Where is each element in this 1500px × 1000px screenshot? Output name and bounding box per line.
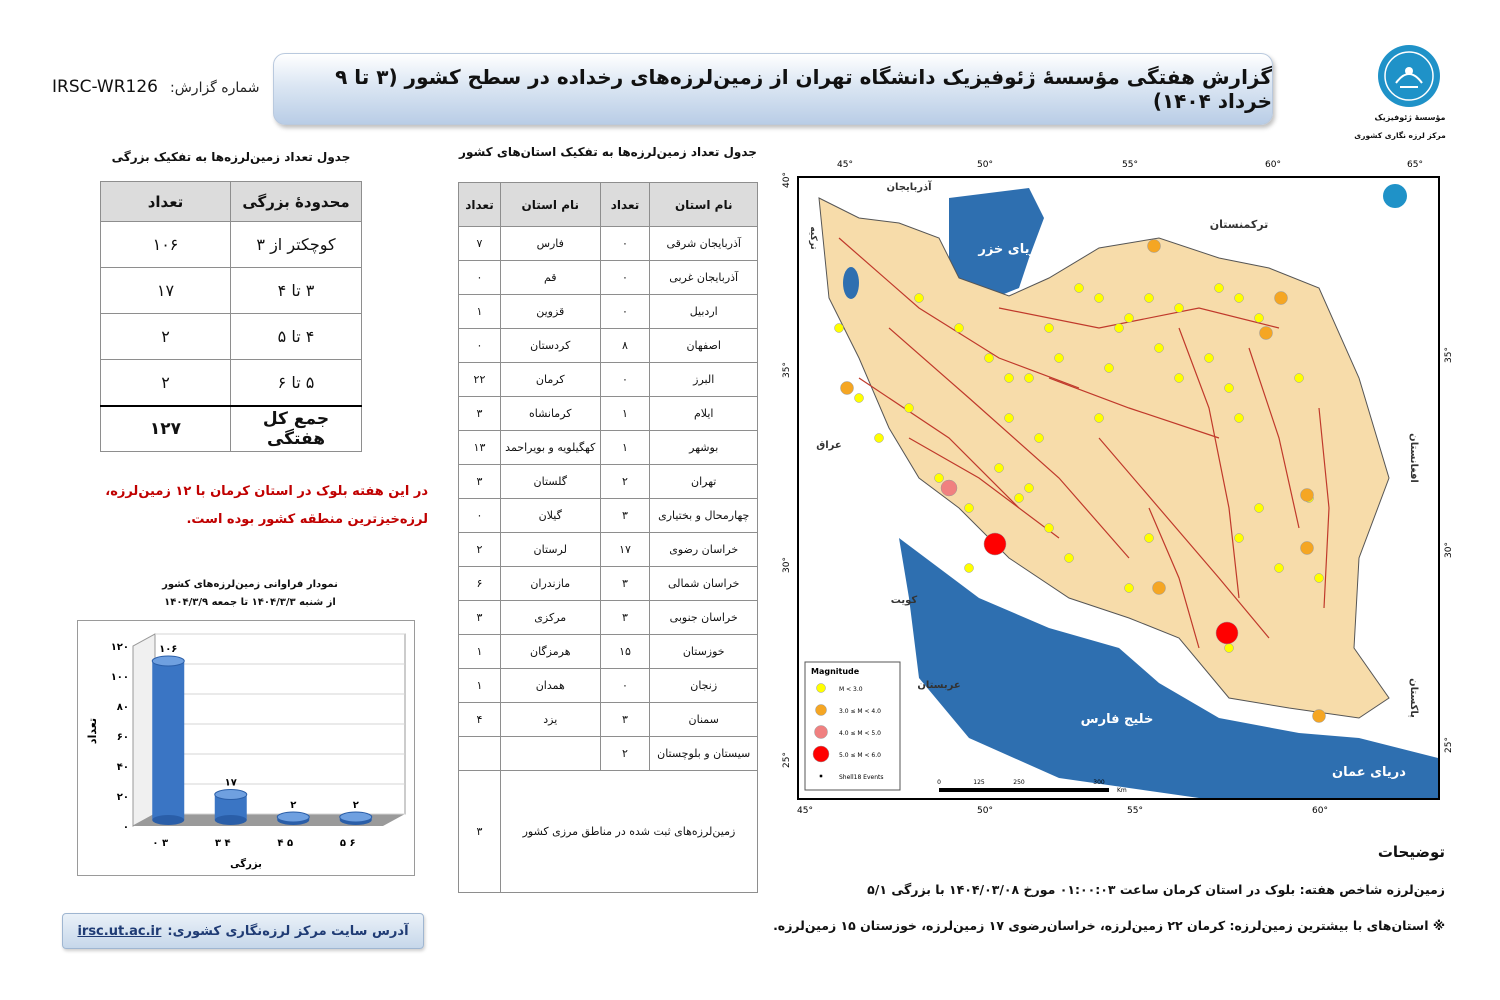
explanation-line: ※ استان‌های با بیشترین زمین‌لرزه: کرمان ۲۲ زمین‌لرزه، خراسان‌رضوی ۱۷ زمین‌لرزه، خوزستان ۱۵ زمین‌لرزه.: [773, 918, 1445, 933]
province-count: ۶: [459, 567, 501, 601]
lon-tick-label: 55°: [1122, 160, 1138, 170]
university-logo: [1378, 45, 1440, 107]
province-name: قم: [500, 261, 600, 295]
province-name: گیلان: [500, 499, 600, 533]
y-tick-label: ۱۲۰: [110, 642, 129, 653]
chart-bar-top: [340, 812, 372, 822]
table-row: [459, 533, 758, 567]
data-label: ۲: [290, 800, 297, 811]
map-legend-title: Magnitude: [811, 667, 860, 676]
event-marker-small: [1145, 534, 1154, 543]
table-row: [459, 227, 758, 261]
event-marker-small: [1035, 434, 1044, 443]
event-marker-medium: [1260, 327, 1273, 340]
province-count: ۳: [459, 601, 501, 635]
event-marker-small: [1175, 374, 1184, 383]
chart-bar-top: [277, 812, 309, 822]
map-label-oman_sea: دریای عمان: [1332, 765, 1406, 780]
province-name: آذربایجان شرقی: [650, 227, 758, 261]
y-tick-label: ۶۰: [116, 732, 129, 743]
lat-tick-label: 25°: [1444, 737, 1454, 753]
scale-label: 300: [1093, 779, 1105, 786]
province-count: ۷: [459, 227, 501, 261]
map-legend-item: 4.0 ≤ M < 5.0: [839, 730, 881, 737]
y-tick-label: ۲۰: [116, 792, 129, 803]
lon-tick-label: 60°: [1265, 160, 1281, 170]
province-count: ۳: [600, 601, 650, 635]
event-marker-small: [1255, 314, 1264, 323]
website-link[interactable]: irsc.ut.ac.ir: [77, 923, 162, 939]
data-label: ۱۷: [224, 777, 237, 789]
province-count: ۱: [459, 669, 501, 703]
event-marker-medium: [1275, 292, 1288, 305]
count-header: تعداد: [600, 183, 650, 227]
map-label-turkmenistan: ترکمنستان: [1209, 218, 1269, 231]
map-label-caspian: دریای خزر: [978, 242, 1044, 257]
province-count: ۰: [459, 261, 501, 295]
chart-title-block: [85, 576, 415, 612]
province-name: همدان: [500, 669, 600, 703]
province-count: ۰: [600, 227, 650, 261]
magnitude-range: کوچکتر از ۳: [231, 222, 362, 268]
event-marker-small: [1315, 574, 1324, 583]
event-marker-medium: [1148, 240, 1161, 253]
y-axis-label: تعداد: [86, 717, 99, 745]
lat-tick-label: 30°: [1444, 542, 1454, 558]
province-name: آذربایجان غربی: [650, 261, 758, 295]
lat-tick-label: 35°: [782, 362, 792, 378]
scale-label: 125: [973, 779, 985, 786]
province-count: [459, 737, 501, 771]
x-axis-label: بزرگی: [230, 859, 262, 870]
event-marker-small: [965, 564, 974, 573]
province-name: سیستان و بلوچستان: [650, 737, 758, 771]
event-marker-medium: [1301, 489, 1314, 502]
province-name: خراسان جنوبی: [650, 601, 758, 635]
map-legend-symbol: [815, 726, 828, 739]
province-count: ۴: [459, 703, 501, 737]
map-legend-symbol: [813, 746, 829, 762]
website-bar: [62, 913, 424, 949]
logo-sub-name: مرکز لرزه نگاری کشوری: [1354, 131, 1446, 140]
event-marker-small: [1255, 504, 1264, 513]
province-table-caption: جدول تعداد زمین‌لرزه‌ها به تفکیک استان‌های کشور: [459, 145, 757, 159]
lake-urmia: [843, 267, 859, 299]
event-marker-small: [835, 324, 844, 333]
province-count: ۸: [600, 329, 650, 363]
table-row: [459, 737, 758, 771]
scale-label: 250: [1013, 779, 1025, 786]
province-name: کردستان: [500, 329, 600, 363]
table-row: [459, 363, 758, 397]
chart-bar-top: [152, 656, 184, 666]
event-marker-small: [915, 294, 924, 303]
map-label-pakistan: پاکستان: [1408, 678, 1419, 718]
data-label: ۲: [352, 800, 359, 811]
x-tick-label: ۳ ۴: [214, 838, 231, 849]
event-marker-small: [1095, 414, 1104, 423]
event-marker-major: [1216, 622, 1238, 644]
event-marker-small: [1045, 324, 1054, 333]
province-name: فارس: [500, 227, 600, 261]
total-count: ۱۲۷: [101, 406, 231, 452]
table-row: [459, 703, 758, 737]
event-marker-small: [875, 434, 884, 443]
event-marker-small: [955, 324, 964, 333]
province-name: هرمزگان: [500, 635, 600, 669]
map-legend: [805, 662, 900, 790]
province-table: [458, 182, 758, 893]
province-header: نام استان: [650, 183, 758, 227]
border-label: زمین‌لرزه‌های ثبت شده در مناطق مرزی کشور: [500, 771, 757, 893]
table-row: [101, 268, 362, 314]
map-label-persian_gulf: خلیج فارس: [1080, 712, 1154, 727]
province-count: ۱: [459, 295, 501, 329]
magnitude-count: ۱۷: [101, 268, 231, 314]
table-row: [459, 261, 758, 295]
map-label-turkey: ترکیه: [808, 226, 818, 250]
explanation-line: زمین‌لرزه شاخص هفته: بلوک در استان کرمان ساعت ۰۱:۰۰:۰۳ مورخ ۱۴۰۴/۰۳/۰۸ با بزرگی ۵/۱: [867, 882, 1445, 897]
lon-tick-label: 50°: [977, 160, 993, 170]
table-row: [459, 601, 758, 635]
province-name: خراسان شمالی: [650, 567, 758, 601]
lat-tick-label: 35°: [1444, 347, 1454, 363]
map-label-azerbaijan: آذربایجان: [886, 182, 932, 193]
magnitude-count: ۲: [101, 360, 231, 406]
chart-bar-base: [215, 815, 247, 825]
event-marker-medium: [1313, 710, 1326, 723]
map-legend-item: Shell18 Events: [839, 774, 884, 781]
y-tick-label: ۱۰۰: [110, 672, 129, 683]
lat-tick-label: 25°: [782, 752, 792, 768]
lon-tick-label: 45°: [837, 160, 853, 170]
lat-tick-label: 40°: [782, 172, 792, 188]
report-title-banner: [273, 53, 1273, 125]
province-name: [500, 737, 600, 771]
province-name: مرکزی: [500, 601, 600, 635]
chart-subtitle: از شنبه ۱۴۰۴/۳/۳ تا جمعه ۱۴۰۴/۳/۹: [164, 597, 336, 608]
total-label: جمع کل هفتگی: [231, 406, 362, 452]
map-logo: [1383, 184, 1407, 208]
event-marker-small: [1235, 534, 1244, 543]
province-name: زنجان: [650, 669, 758, 703]
event-marker-small: [1115, 324, 1124, 333]
event-marker-small: [905, 404, 914, 413]
x-tick-label: ۰ ۳: [152, 838, 169, 849]
magnitude-count: ۲: [101, 314, 231, 360]
scale-label: 0: [937, 779, 941, 786]
province-count: ۰: [600, 669, 650, 703]
report-number-label: شماره گزارش:: [170, 80, 260, 96]
report-number: IRSC-WR126: [52, 77, 159, 97]
map-label-saudi: عربستان: [917, 680, 961, 691]
lon-tick-label: 45°: [797, 806, 813, 816]
province-name: کرمان: [500, 363, 600, 397]
table-row: [101, 314, 362, 360]
earthquake-map: [797, 176, 1440, 800]
map-label-kuwait: کویت: [890, 595, 918, 606]
map-legend-symbol: [820, 775, 823, 778]
province-count: ۲: [600, 737, 650, 771]
event-marker-small: [1235, 294, 1244, 303]
total-row: [101, 406, 362, 452]
map-legend-symbol: [817, 684, 826, 693]
province-count: ۰: [600, 363, 650, 397]
map-label-afghanistan: افغانستان: [1408, 433, 1419, 483]
province-count: ۲: [459, 533, 501, 567]
magnitude-table: [100, 181, 362, 452]
magnitude-count: ۱۰۶: [101, 222, 231, 268]
event-marker-small: [1125, 314, 1134, 323]
chart-side-wall: [133, 634, 155, 826]
magnitude-count-header: تعداد: [101, 182, 231, 222]
province-count: ۱۳: [459, 431, 501, 465]
map-label-iraq: عراق: [816, 440, 842, 451]
province-name: سمنان: [650, 703, 758, 737]
province-count: ۱: [600, 431, 650, 465]
event-marker-small: [1045, 524, 1054, 533]
event-marker-small: [1205, 354, 1214, 363]
lat-tick-label: 30°: [782, 557, 792, 573]
event-marker-small: [1095, 294, 1104, 303]
province-name: تهران: [650, 465, 758, 499]
table-row: [459, 431, 758, 465]
lon-tick-label: 60°: [1312, 806, 1328, 816]
border-count: ۳: [459, 771, 501, 893]
province-name: کهگیلویه و بویراحمد: [500, 431, 600, 465]
chart-bar-top: [215, 790, 247, 800]
lon-tick-label: 65°: [1407, 160, 1423, 170]
province-count: ۲۲: [459, 363, 501, 397]
province-count: ۰: [600, 295, 650, 329]
event-marker-small: [1225, 384, 1234, 393]
map-legend-item: 3.0 ≤ M < 4.0: [839, 708, 881, 715]
event-marker-small: [1275, 564, 1284, 573]
explanations-heading: توضیحات: [1377, 843, 1445, 861]
event-marker-small: [1015, 494, 1024, 503]
province-name: لرستان: [500, 533, 600, 567]
magnitude-range-header: محدودهٔ بزرگی: [231, 182, 362, 222]
province-name: اصفهان: [650, 329, 758, 363]
province-name: یزد: [500, 703, 600, 737]
province-count: ۲: [600, 465, 650, 499]
map-legend-item: 5.0 ≤ M < 6.0: [839, 752, 881, 759]
data-label: ۱۰۶: [159, 644, 178, 655]
event-marker-small: [1055, 354, 1064, 363]
scale-bar-line: [939, 788, 1109, 792]
table-row: [459, 567, 758, 601]
province-count: ۱۷: [600, 533, 650, 567]
province-count: ۳: [600, 499, 650, 533]
event-marker-small: [1215, 284, 1224, 293]
magnitude-table-caption: جدول تعداد زمین‌لرزه‌ها به تفکیک بزرگی: [111, 150, 351, 164]
province-name: ایلام: [650, 397, 758, 431]
report-title: گزارش هفتگی مؤسسهٔ ژئوفیزیک دانشگاه تهران از زمین‌لرزه‌های رخداده در سطح کشور (۳ تا ۹ خرداد ۱۴۰۴): [335, 65, 1272, 113]
event-marker-major: [984, 533, 1006, 555]
province-count: ۱: [459, 635, 501, 669]
province-header: نام استان: [500, 183, 600, 227]
province-name: قزوین: [500, 295, 600, 329]
province-name: بوشهر: [650, 431, 758, 465]
y-tick-label: ۸۰: [116, 702, 129, 713]
highlight-note: در این هفته بلوک در استان کرمان با ۱۲ زمین‌لرزه، لرزه‌خیزترین منطقه کشور بوده است.: [105, 484, 428, 527]
event-marker-small: [1005, 414, 1014, 423]
event-marker-small: [1025, 374, 1034, 383]
y-tick-label: ۰: [122, 822, 129, 833]
magnitude-range: ۳ تا ۴: [231, 268, 362, 314]
event-marker-small: [1065, 554, 1074, 563]
magnitude-range: ۴ تا ۵: [231, 314, 362, 360]
event-marker-small: [1125, 584, 1134, 593]
event-marker-small: [1225, 644, 1234, 653]
website-label: آدرس سایت مرکز لرزه‌نگاری کشوری:: [167, 923, 409, 939]
province-name: مازندران: [500, 567, 600, 601]
table-row: [459, 635, 758, 669]
map-legend-item: M < 3.0: [839, 686, 863, 693]
table-row: [459, 465, 758, 499]
table-row: [459, 669, 758, 703]
province-count: ۳: [600, 703, 650, 737]
table-row: [459, 499, 758, 533]
count-header: تعداد: [459, 183, 501, 227]
province-name: خوزستان: [650, 635, 758, 669]
frequency-chart: [77, 620, 415, 876]
event-marker-small: [1235, 414, 1244, 423]
event-marker-strong: [941, 480, 957, 496]
event-marker-small: [985, 354, 994, 363]
province-name: اردبیل: [650, 295, 758, 329]
logo-org-name: مؤسسهٔ ژئوفیزیک: [1374, 113, 1446, 122]
table-row: [459, 295, 758, 329]
event-marker-small: [1005, 374, 1014, 383]
earthquake-map-svg: [799, 178, 1438, 798]
table-row: [101, 222, 362, 268]
province-name: البرز: [650, 363, 758, 397]
province-name: خراسان رضوی: [650, 533, 758, 567]
event-marker-small: [935, 474, 944, 483]
y-tick-label: ۴۰: [116, 762, 129, 773]
province-count: ۱: [600, 397, 650, 431]
province-name: کرمانشاه: [500, 397, 600, 431]
province-count: ۳: [459, 397, 501, 431]
event-marker-small: [855, 394, 864, 403]
chart-bar-base: [152, 815, 184, 825]
map-legend-symbol: [816, 705, 827, 716]
event-marker-small: [1075, 284, 1084, 293]
province-count: ۰: [459, 499, 501, 533]
chart-title: نمودار فراوانی زمین‌لرزه‌های کشور: [162, 579, 338, 590]
magnitude-range: ۵ تا ۶: [231, 360, 362, 406]
event-marker-small: [965, 504, 974, 513]
event-marker-medium: [841, 382, 854, 395]
province-count: ۳: [459, 465, 501, 499]
frequency-chart-svg: [78, 621, 414, 875]
province-count: ۰: [600, 261, 650, 295]
border-row: [459, 771, 758, 893]
x-tick-label: ۵ ۶: [339, 838, 356, 849]
event-marker-small: [1105, 364, 1114, 373]
event-marker-small: [1025, 484, 1034, 493]
event-marker-small: [1145, 294, 1154, 303]
event-marker-small: [1175, 304, 1184, 313]
province-count: ۰: [459, 329, 501, 363]
event-marker-small: [1295, 374, 1304, 383]
province-count: ۱۵: [600, 635, 650, 669]
province-count: ۳: [600, 567, 650, 601]
lon-tick-label: 50°: [977, 806, 993, 816]
table-row: [459, 397, 758, 431]
table-row: [101, 360, 362, 406]
lon-tick-label: 55°: [1127, 806, 1143, 816]
event-marker-medium: [1301, 542, 1314, 555]
province-name: چهارمحال و بختیاری: [650, 499, 758, 533]
scale-label: Km: [1117, 787, 1127, 794]
event-marker-small: [1155, 344, 1164, 353]
event-marker-small: [995, 464, 1004, 473]
chart-bar: [152, 661, 184, 820]
province-name: گلستان: [500, 465, 600, 499]
x-tick-label: ۴ ۵: [277, 838, 294, 849]
table-row: [459, 329, 758, 363]
event-marker-medium: [1153, 582, 1166, 595]
